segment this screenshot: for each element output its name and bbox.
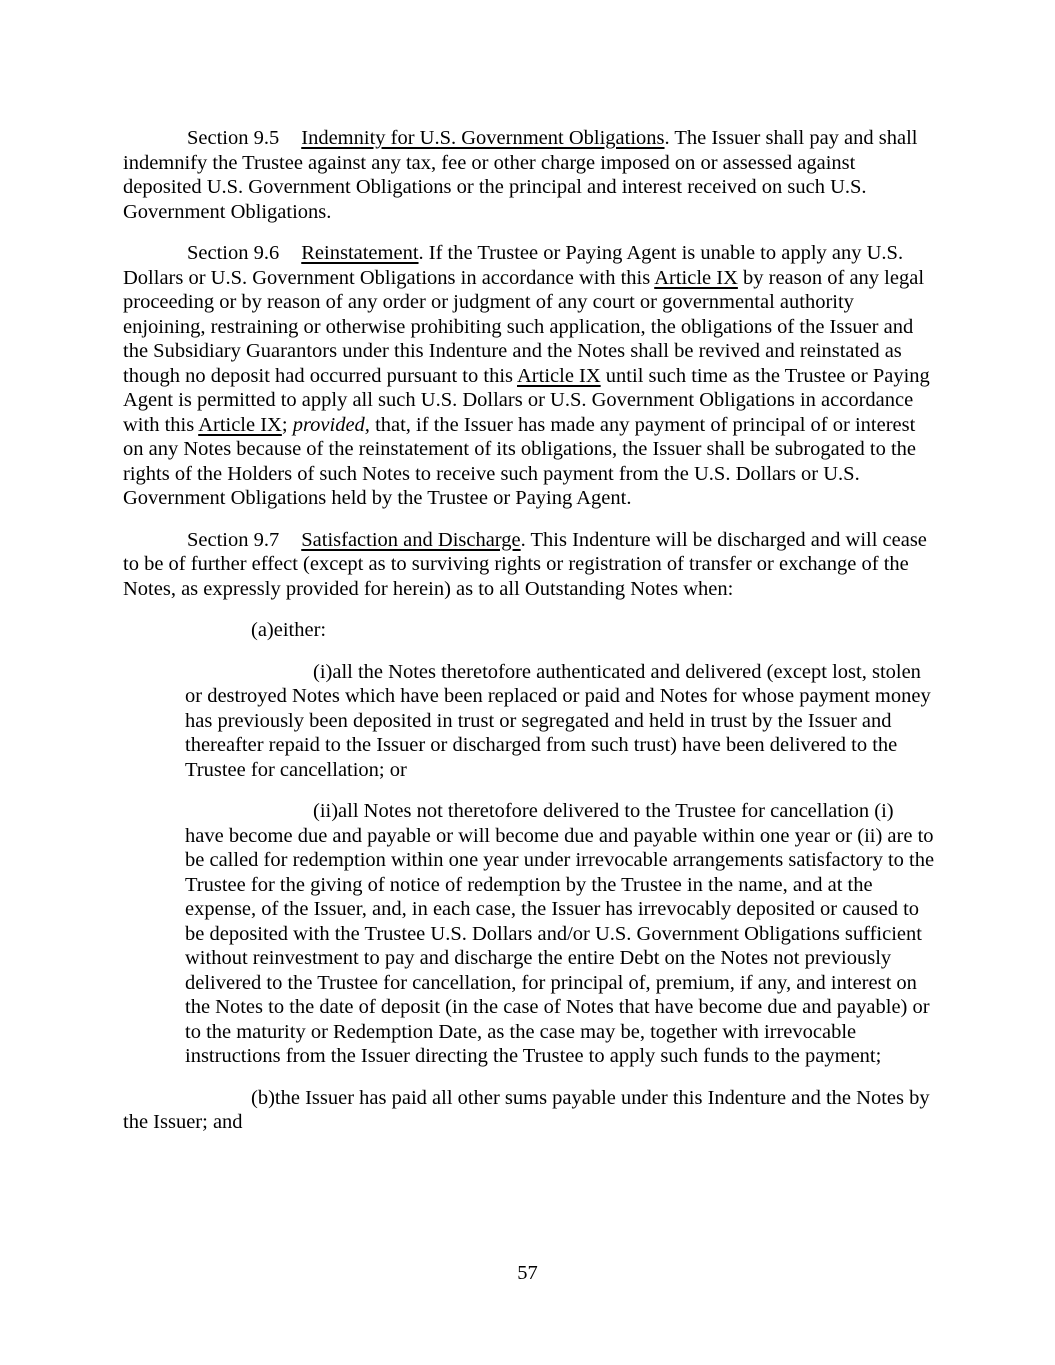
paragraph-item-a-i bbox=[185, 660, 935, 783]
text-run: all the Notes theretofore authenticated and delivered (except lost, stolen or destroyed Notes which have been replaced or paid and Notes for whose payment money has previously been deposited in trust or segregated and held in trust by the Issuer and thereafter repaid to the Issuer or discharged from such trust) have been delivered to the Trustee for cancellation; or bbox=[185, 660, 931, 781]
text-run: ; bbox=[281, 413, 293, 436]
paragraph-item-a-ii bbox=[185, 799, 935, 1069]
item-label: (i) bbox=[313, 660, 333, 683]
underlined-text: Satisfaction and Discharge bbox=[301, 528, 521, 551]
text-run: . The Issuer shall pay and shall indemnify the Trustee against any tax, fee or other charge imposed on or assessed against deposited U.S. Government Obligations or the principal and interest received on such U.S. Government Obligations. bbox=[123, 127, 918, 223]
item-label: (ii) bbox=[313, 800, 339, 822]
text-run: the Issuer has paid all other sums payable under this Indenture and the Notes by the Issuer; and bbox=[123, 1086, 930, 1133]
text-run: . This Indenture will be discharged and will cease to be of further effect (except as to surviving rights or registration of transfer or exchange of the Notes, as expressly provided for herein) as to all Outstanding Notes when: bbox=[123, 528, 927, 600]
text-run: until such time as the Trustee or Paying Agent is permitted to apply all such U.S. Dollars or U.S. Government Obligations in accordance with this bbox=[123, 364, 930, 436]
page-content bbox=[123, 126, 935, 1152]
paragraph-item-b bbox=[123, 1086, 935, 1135]
text-run: . If the Trustee or Paying Agent is unable to apply any U.S. Dollars or U.S. Government Obligations in accordance with this bbox=[123, 242, 904, 289]
text-run: Section 9.5 bbox=[187, 127, 280, 149]
text-run: all Notes not theretofore delivered to the Trustee for cancellation (i) have become due and payable or will become due and payable within one year or (ii) are to be called for redemption within one year under irrevocable arrangements satisfactory to the Trustee for the giving of notice of redemption by the Trustee in the name, and at the expense, of the Issuer, and, in each case, the Issuer has irrevocably deposited or caused to be deposited with the Trustee U.S. Dollars and/or U.S. Government Obligations sufficient without reinvestment to pay and discharge the entire Debt on the Notes not previously delivered to the Trustee for cancellation, for principal of, premium, if any, and interest on the Notes to the date of deposit (in the case of Notes that have become due and payable) or to the maturity or Redemption Date, as the case may be, together with irrevocable instructions from the Issuer directing the Trustee to apply such funds to the payment; bbox=[185, 800, 935, 1067]
text-run: by reason of any legal proceeding or by reason of any order or judgment of any court or governmental authority enjoining, restraining or otherwise prohibiting such application, the obligations of the Issuer and the Subsidiary Guarantors under this Indenture and the Notes shall be revived and reinstated as though no deposit had occurred pursuant to this bbox=[123, 266, 925, 387]
paragraph-section-9-7 bbox=[123, 528, 935, 602]
italic-text: provided, bbox=[292, 413, 370, 436]
text-run: Section 9.6 bbox=[187, 242, 280, 264]
text-run: that, if the Issuer has made any payment of principal of or interest on any Notes because of the reinstatement of its obligations, the Issuer shall be subrogated to the rights of the Holders of such Notes to receive such payment from the U.S. Dollars or U.S. Government Obligations held by the Trustee or Paying Agent. bbox=[123, 413, 917, 509]
text-run: Section 9.7 bbox=[187, 528, 280, 551]
paragraph-item-a bbox=[123, 618, 935, 643]
paragraph-section-9-6 bbox=[123, 241, 935, 511]
underlined-text: Reinstatement bbox=[301, 242, 419, 264]
page-number: 57 bbox=[517, 1262, 538, 1284]
text-run: either: bbox=[273, 619, 327, 641]
item-label: (a) bbox=[251, 619, 274, 641]
item-label: (b) bbox=[251, 1086, 275, 1109]
underlined-text: Article IX bbox=[198, 413, 282, 436]
underlined-text: Indemnity for U.S. Government Obligations bbox=[301, 127, 665, 149]
underlined-text: Article IX bbox=[654, 266, 738, 289]
underlined-text: Article IX bbox=[517, 364, 601, 387]
paragraph-section-9-5 bbox=[123, 126, 935, 224]
